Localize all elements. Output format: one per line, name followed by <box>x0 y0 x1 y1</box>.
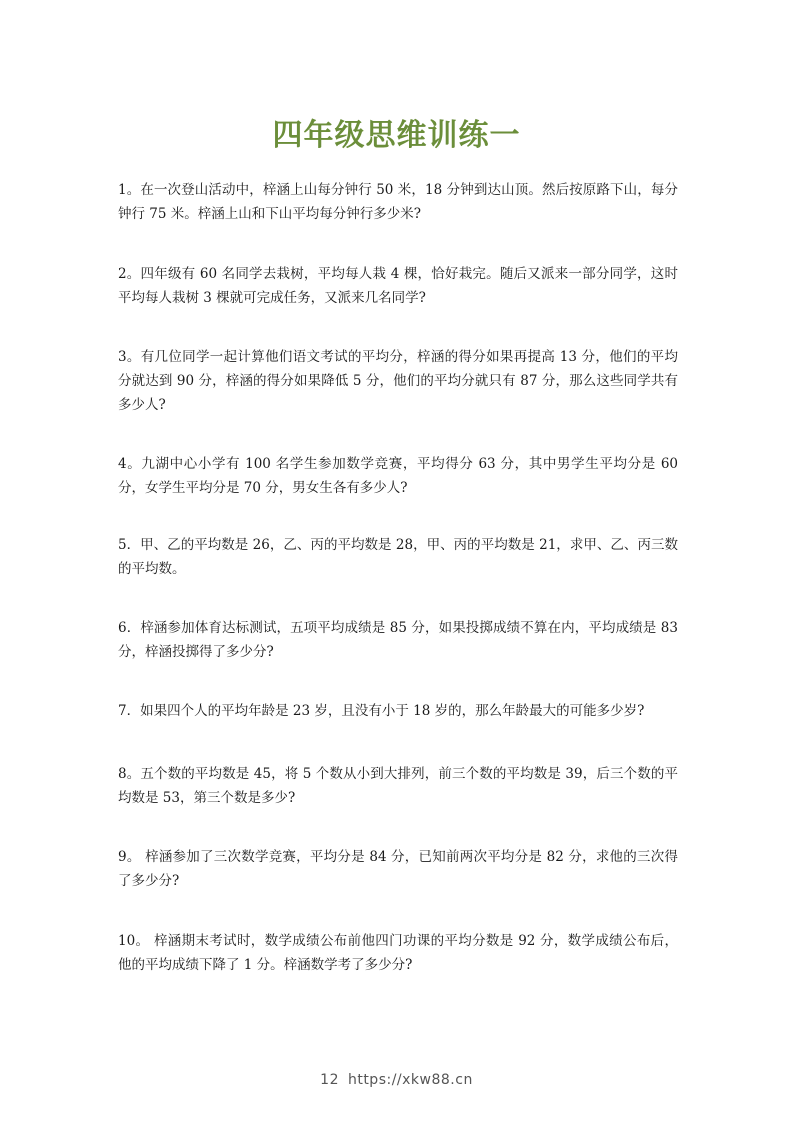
question-1: 1。在一次登山活动中，梓涵上山每分钟行 50 米，18 分钟到达山顶。然后按原路下山，每分钟行 75 米。梓涵上山和下山平均每分钟行多少米? <box>118 182 678 222</box>
question-8: 8。五个数的平均数是 45，将 5 个数从小到大排列，前三个数的平均数是 39，后三个数的平均数是 53，第三个数是多少? <box>118 766 678 806</box>
footer-url[interactable]: https://xkw88.cn <box>347 1072 473 1088</box>
question-4: 4。九湖中心小学有 100 名学生参加数学竞赛，平均得分 63 分，其中男学生平均分是 60 分，女学生平均分是 70 分，男女生各有多少人? <box>118 456 678 496</box>
question-9: 9。 梓涵参加了三次数学竞赛，平均分是 84 分，已知前两次平均分是 82 分，求他的三次得了多少分? <box>118 849 678 889</box>
question-5: 5．甲、乙的平均数是 26，乙、丙的平均数是 28，甲、丙的平均数是 21，求甲、乙、丙三数的平均数。 <box>118 537 678 577</box>
page-footer <box>0 1072 793 1088</box>
question-6: 6．梓涵参加体育达标测试，五项平均成绩是 85 分，如果投掷成绩不算在内，平均成绩是 83 分，梓涵投掷得了多少分? <box>118 620 678 660</box>
question-2: 2。四年级有 60 名同学去栽树，平均每人栽 4 棵，恰好栽完。随后又派来一部分同学，这时平均每人栽树 3 棵就可完成任务，又派来几名同学? <box>118 266 678 306</box>
question-10: 10。 梓涵期末考试时，数学成绩公布前他四门功课的平均分数是 92 分，数学成绩公布后，他的平均成绩下降了 1 分。梓涵数学考了多少分? <box>118 933 678 973</box>
question-3: 3。有几位同学一起计算他们语文考试的平均分，梓涵的得分如果再提高 13 分，他们的平均分就达到 90 分，梓涵的得分如果降低 5 分，他们的平均分就只有 87 分，那么这些同学共有多少人? <box>118 349 678 413</box>
page-title: 四年级思维训练一 <box>272 118 521 153</box>
page-number: 12 <box>320 1072 339 1088</box>
question-7: 7．如果四个人的平均年龄是 23 岁，且没有小于 18 岁的，那么年龄最大的可能多少岁? <box>118 703 645 719</box>
